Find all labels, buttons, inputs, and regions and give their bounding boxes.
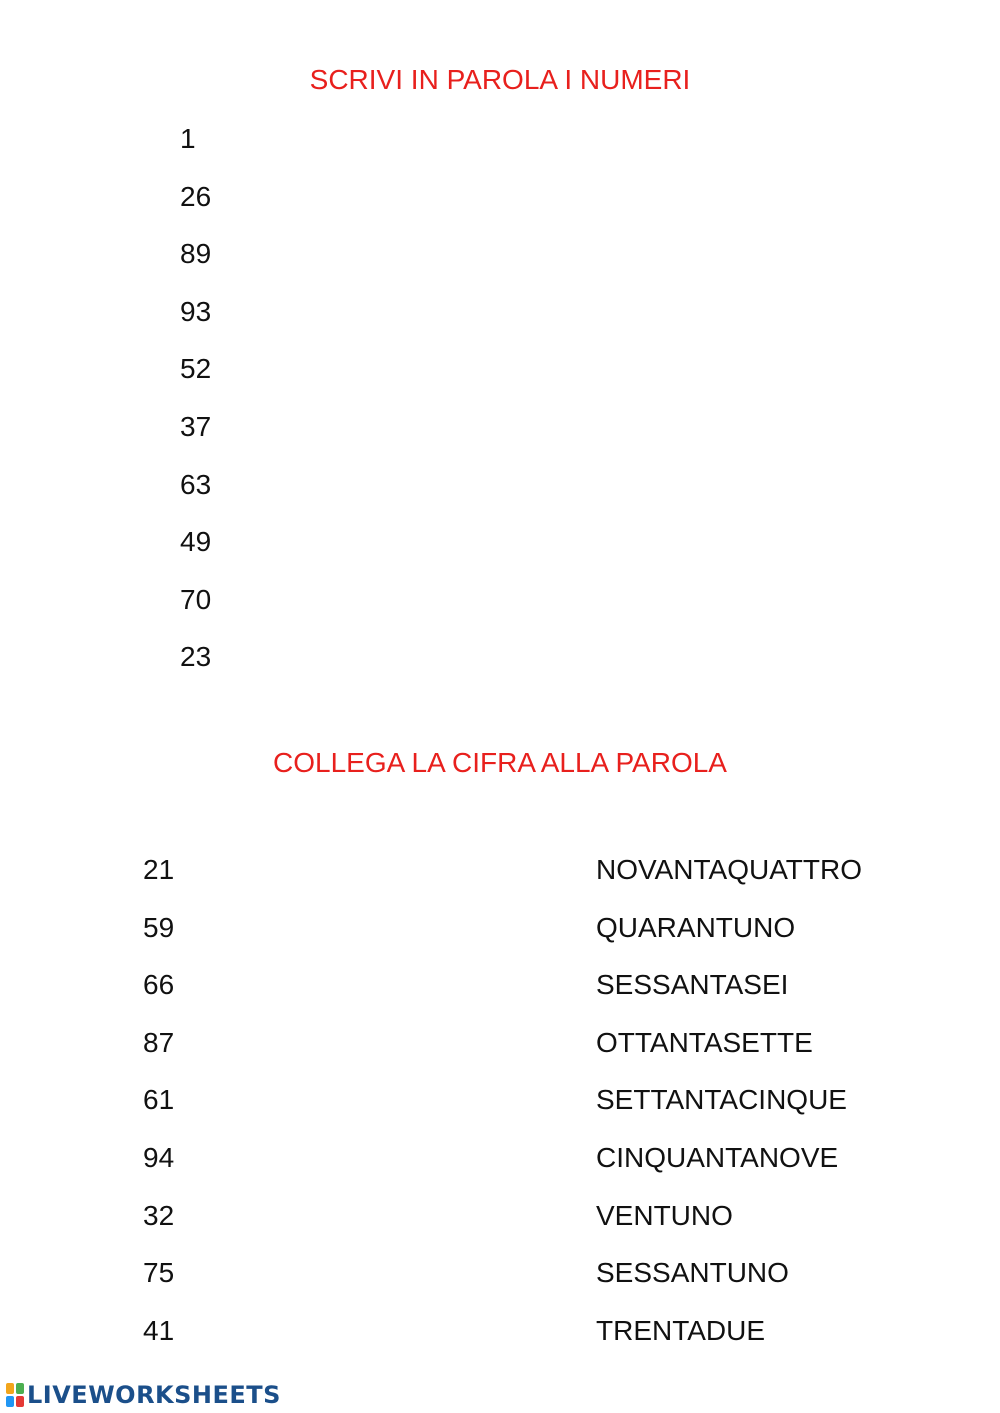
word-item[interactable]: SETTANTACINQUE — [596, 1084, 847, 1116]
list-item: 26 — [180, 180, 212, 212]
list-item: 89 — [180, 238, 212, 270]
word-item[interactable]: TRENTADUE — [596, 1314, 766, 1346]
liveworksheets-logo-icon — [6, 1383, 24, 1407]
digit-item[interactable]: 87 — [143, 1026, 175, 1058]
section2-title: COLLEGA LA CIFRA ALLA PAROLA — [273, 747, 727, 778]
list-item: 63 — [180, 468, 212, 500]
list-item: 49 — [180, 526, 212, 558]
footer-logo[interactable] — [6, 1380, 281, 1410]
list-item: 23 — [180, 641, 212, 673]
word-item[interactable]: CINQUANTANOVE — [596, 1141, 839, 1173]
digit-item[interactable]: 75 — [143, 1257, 175, 1289]
digit-item[interactable]: 66 — [143, 969, 175, 1001]
logo-text: LIVEWORKSHEETS — [27, 1381, 281, 1409]
list-item: 37 — [180, 410, 212, 442]
list-item: 70 — [180, 583, 212, 615]
section1-title: SCRIVI IN PAROLA I NUMERI — [309, 64, 691, 95]
list-item: 93 — [180, 295, 212, 327]
digit-item[interactable]: 94 — [143, 1141, 175, 1173]
digit-item[interactable]: 32 — [143, 1199, 175, 1231]
word-item[interactable]: OTTANTASETTE — [596, 1026, 813, 1058]
numbers-to-write-list — [180, 122, 211, 698]
word-item[interactable]: SESSANTASEI — [596, 969, 789, 1001]
word-item[interactable]: QUARANTUNO — [596, 911, 796, 943]
digits-column — [143, 853, 174, 1371]
digit-item[interactable]: 21 — [143, 854, 175, 885]
digit-item[interactable]: 41 — [143, 1314, 175, 1346]
digit-item[interactable]: 61 — [143, 1084, 175, 1116]
list-item: 1 — [180, 123, 196, 154]
digit-item[interactable]: 59 — [143, 911, 175, 943]
word-item[interactable]: SESSANTUNO — [596, 1257, 789, 1289]
word-item[interactable]: NOVANTAQUATTRO — [596, 854, 862, 885]
words-column — [596, 853, 862, 1371]
word-item[interactable]: VENTUNO — [596, 1199, 733, 1231]
list-item: 52 — [180, 353, 212, 385]
